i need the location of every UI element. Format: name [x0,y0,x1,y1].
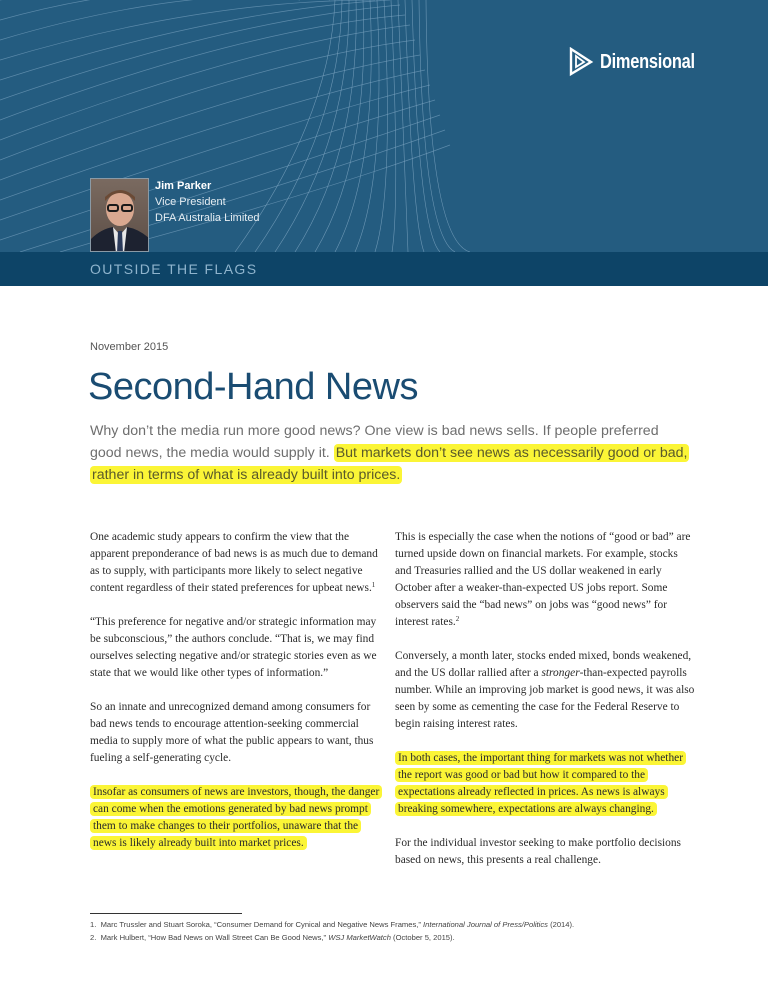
footnotes [90,918,574,944]
paragraph: This is especially the case when the notions of “good or bad” are turned upside down on financial markets. For example, stocks and Treasuries rallied and the US dollar weakened in early October after a weaker-than-expected US jobs report. Some observers said the “bad news” on jobs was “good news” for interest rates.$^2$ [395,531,691,628]
paragraph: One academic study appears to confirm the view that the apparent preponderance of bad news is as much due to demand as to supply, with participants more likely to select negative content regardless of their stated preferences for upbeat news.$^1$ [90,531,378,594]
paragraph: “This preference for negative and/or strategic information may be subconscious,” the authors conclude. “That is, we may find ourselves selecting negative and/or strategic stories even as we state that we would like other types of information.” [90,616,377,679]
highlighted-paragraph: Insofar as consumers of news are investors, though, the danger can come when the emotions generated by bad news prompt them to make changes to their portfolios, unaware that the news is likely already built into market prices. [90,784,380,852]
series-title: OUTSIDE THE FLAGS [90,261,258,277]
paragraph: For the individual investor seeking to make portfolio decisions based on news, this presents a real challenge. [395,837,681,866]
hero-header [0,0,768,252]
author-info [155,178,260,226]
author-name: Jim Parker [155,180,212,192]
author-photo [90,178,149,252]
footnote-divider [90,913,242,914]
footnote-ref: 2 [455,615,460,623]
series-banner [0,252,768,286]
author-title: Vice President [155,196,226,208]
author-company: DFA Australia Limited [155,212,260,224]
dimensional-triangle-logo-icon [568,47,594,77]
footnote-ref: 1 [371,581,376,589]
article-title: Second-Hand News [88,366,418,408]
dimensional-logo [568,45,716,79]
footnote-1: 1. Marc Trussler and Stuart Soroka, “Consumer Demand for Cynical and Negative News Frames,” International Journal of Press/Politics (2014). [90,920,575,929]
publication-date: November 2015 [90,341,169,353]
footnote-2: 2. Mark Hulbert, “How Bad News on Wall Street Can Be Good News,” WSJ MarketWatch (October 5, 2015). [90,933,455,942]
article-lede [90,420,690,486]
paragraph: Conversely, a month later, stocks ended mixed, bonds weakened, and the US dollar rallied after a stronger-than-expected payrolls number. While an improving job market is good news, it was also seen by some as cementing the case for the Federal Reserve to begin raising interest rates. [395,650,695,730]
lede-text: Why don’t the media run more good news? One view is bad news sells. If people preferred good news, the media would supply it. [90,423,659,461]
lede-highlight: But markets don’t see news as necessarily good or bad, rather in terms of what is already built into prices. [92,445,688,483]
left-column [90,529,380,869]
highlighted-paragraph: In both cases, the important thing for markets was not whether the report was good or bad but how it compared to the expectations already reflected in prices. As news is always breaking somewhere, expectations are always changing. [395,750,695,818]
right-column [395,529,695,886]
brand-name: Dimensional [600,50,695,73]
paragraph: So an innate and unrecognized demand among consumers for bad news tends to encourage attention-seeking commercial media to supply more of what the public appears to want, thus fueling a self-generating cycle. [90,701,374,764]
